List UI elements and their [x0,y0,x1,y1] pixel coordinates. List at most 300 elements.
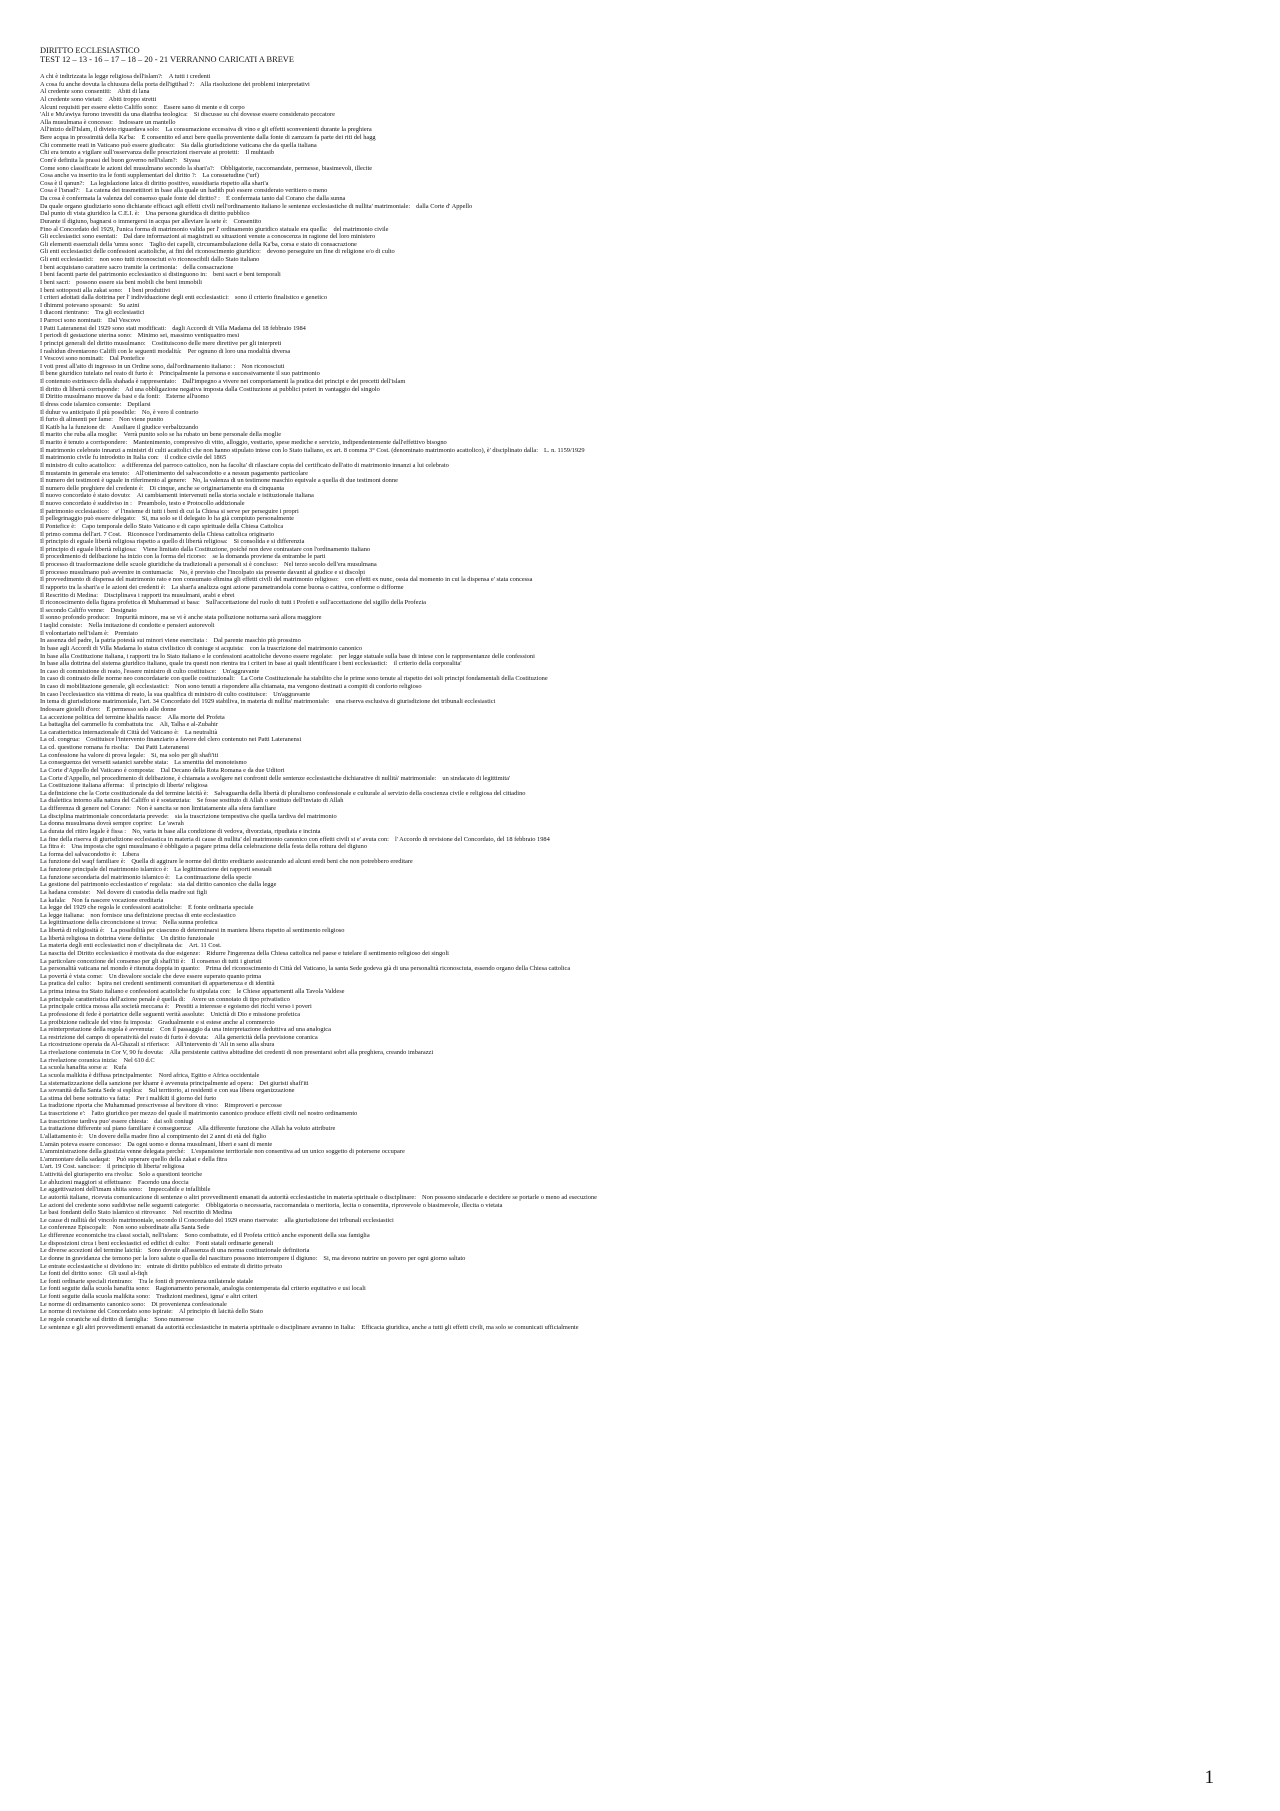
question-text: Com'è definita la prassi del buon governo nell'islam?: [40,156,178,164]
qa-row [40,416,1250,424]
answer-text: Ausiliare il giudice verbalizzando [111,423,199,431]
question-text: I periodi di gestazione uterina sono: [40,332,132,340]
question-text: La battaglia del cammello fu combattuta tra: [40,721,154,729]
qa-row [40,233,1250,241]
qa-row [40,721,1250,729]
question-text: In assenza del padre, la patria potestà sui minori viene esercitata : [40,637,208,645]
question-text: La particolare concezione del consenso per gli shafi'iti è: [40,957,186,965]
qa-row [40,889,1250,897]
answer-text: il principio di liberta' religiosa [106,1163,185,1171]
qa-row [40,309,1250,317]
answer-text: Premiato [114,629,138,637]
question-text: Il Katib ha la funzione di: [40,423,106,431]
answer-text: devono perseguire un fine di religione e/o di culto [266,248,395,256]
question-text: La conseguenza dei versetti satanici sarebbe stata: [40,759,169,767]
qa-row [40,942,1250,950]
answer-text: È fonte ordinaria speciale [187,904,254,912]
qa-row [40,729,1250,737]
answer-text: Efficacia giuridica, anche a tutti gli effetti civili, ma solo se comunicati ufficialmente [361,1323,579,1331]
answer-text: Se fosse sostituto di Allah o sostituto dell'inviato di Allah [196,797,344,805]
qa-row [40,325,1250,333]
question-text: La caratteristica internazionale di Città del Vaticano è: [40,728,179,736]
qa-row [40,187,1250,195]
answer-text: un sindacato di legittimita' [442,774,511,782]
question-text: La principale caratteristica dell'azione penale è quella di: [40,995,186,1003]
answer-text: Mantenimento, compresivo di vitto, alloggio, vestiario, spese mediche e servizio, indipendentemente dall'effettivo bisogno [133,439,447,446]
qa-row [40,1232,1250,1240]
question-text: Chi era tenuto a vigilare sull'osservanza delle prescrizioni riservate ai protetti: [40,149,240,157]
qa-row [40,1293,1250,1301]
qa-row [40,714,1250,722]
qa-row [40,653,1250,661]
question-text: La povertà è vista come: [40,972,103,980]
answer-text: Può superare quello della zakat e della fitra [116,1155,227,1163]
question-text: Il marito che ruba alla moglie: [40,431,118,439]
answer-text: Tra gli ecclesiastici [94,309,145,317]
answer-text: Non riconosciuti [241,362,285,370]
qa-row [40,767,1250,775]
answer-text: No, è previsto che l'incolpato sia presente davanti al giudice e si discolpi [179,568,366,576]
question-text: Dal punto di vista giuridico la C.E.I. è: [40,210,140,218]
answer-text: Sono combattute, ed il Profeta criticò anche esponenti della sua famiglia [184,1232,370,1239]
answer-text: Non sono subordinate alla Santa Sede [112,1224,210,1232]
qa-row [40,576,1250,584]
qa-row [40,1041,1250,1049]
qa-row [40,813,1250,821]
question-text: Le donne in gravidanza che temono per la loro salute o quella del nascituro possono interrompere il digiuno: [40,1254,318,1262]
answer-text: possono essere sia beni mobili che beni immobili [76,278,203,286]
question-text: Gli enti ecclesiastici delle confessioni acattoliche, ai fini del riconoscimento giuridico: [40,248,261,256]
qa-row [40,584,1250,592]
qa-row [40,454,1250,462]
question-text: La rivelazione coranica inizia: [40,1056,118,1064]
answer-text: Una persona giuridica di diritto pubblico [145,210,250,218]
qa-row [40,607,1250,615]
qa-row [40,538,1250,546]
qa-row [40,424,1250,432]
qa-row [40,836,1250,844]
qa-row [40,393,1250,401]
answer-text: non sono tutti riconosciuti e/o riconoscibili dallo Stato italiano [99,256,260,263]
qa-row [40,1026,1250,1034]
qa-row [40,866,1250,874]
question-text: La trattazione differente sul piano familiare è conseguenza: [40,1125,192,1133]
qa-row [40,996,1250,1004]
question-text: La fine della riserva di giurisdizione ecclesiastica in materia di cause di nullita' del matrimonio canonico con effetti civili si e' avuta con: [40,835,389,843]
answer-text: Solo a questioni teoriche [138,1171,203,1178]
question-text: Da quale organo giudiziario sono dichiarate efficaci agli effetti civili nell'ordinamento italiano le sentenze ecclesiastiche di nullita' matrimoniale: [40,202,411,210]
qa-row [40,172,1250,180]
question-text: Le regole coraniche sul diritto di famiglia: [40,1315,149,1323]
qa-row [40,294,1250,302]
qa-row [40,950,1250,958]
qa-row [40,820,1250,828]
question-text: I beni facenti parte del patrimonio ecclesiastico si distinguono in: [40,271,207,279]
answer-text: A tutti i credenti [168,73,211,80]
qa-row [40,241,1250,249]
answer-text: Depilarsi [127,400,151,408]
qa-row [40,1125,1250,1133]
question-text: Da cosa è confermata la valenza del consenso quale fonte del diritto? : [40,195,220,202]
answer-text: Preambolo, testo e Protocollo addizionale [137,500,245,507]
qa-row [40,500,1250,508]
question-text: Il Rescritto di Medina: [40,591,99,599]
question-text: Bere acqua in prossimità della Ka'ba: [40,134,136,141]
question-text: La stima del bene sottratto va fatta: [40,1094,131,1102]
qa-row [40,218,1250,226]
question-text: Le norme di ordinamento canonico sono: [40,1300,146,1308]
qa-row [40,980,1250,988]
qa-row [40,637,1250,645]
question-text: Le diverse accezioni del termine laicità: [40,1247,143,1255]
answer-text: Per i malikiti il giorno del furto [136,1094,217,1102]
answer-text: Disciplinava i rapporti tra musulmani, arabi e ebrei [104,591,235,599]
answer-text: Un dovere della madre fino al compimento dei 2 anni di età del figlio [88,1132,267,1140]
qa-row [40,569,1250,577]
answer-text: Il muhtasib [245,149,275,157]
question-text: Indossare gioielli d'oro: [40,705,101,713]
qa-row [40,302,1250,310]
question-text: La legittimazione della circoncisione si trova: [40,919,157,927]
question-text: La Corte d'Appello, nel procedimento di delibazione, è chiamata a svolgere nei confronti delle sentenze ecclesiastiche dichiarative di nullità' matrimoniale: [40,774,437,782]
question-text: La definizione che la Corte costituzionale da del termine laicità è: [40,789,209,797]
answer-text: alla giurisdizione dei tribunali ecclesiastici [284,1216,394,1224]
question-text: I beni sacri: [40,278,71,286]
qa-row [40,431,1250,439]
answer-text: Minimo sei, massimo ventiquattro mesi [137,332,240,340]
question-text: La nascita del Diritto ecclesiastico è motivata da due esigenze: [40,949,201,957]
qa-row [40,851,1250,859]
qa-row [40,1110,1250,1118]
question-text: Le norme di revisione del Concordato sono ispirate: [40,1308,173,1316]
question-text: La hadana consiste: [40,888,91,896]
question-text: Il secondo Califfo venne: [40,606,105,614]
answer-text: Prima del riconoscimento di Città del Vaticano, la santa Sede godeva già di una personalità riconosciuta, essendo organo della Chiesa cattolica [205,965,571,973]
qa-row [40,134,1250,142]
answer-text: Sul territorio, ai residenti e con sua libera organizzazione [148,1087,295,1095]
qa-row [40,370,1250,378]
answer-text: Un'aggravante [273,690,311,698]
question-text: L'art. 19 Cost. sancisce: [40,1163,101,1171]
question-text: Il contenuto estrinseco della shahada è rappresentato: [40,378,177,385]
question-text: Il principio di eguale libertà religiosa rispetto a quello di libertà religiosa: [40,538,228,546]
answer-text: Nel 610 d.C [123,1056,155,1064]
answer-text: Principalmente la persona e successivamente il suo patrimonio [159,370,320,378]
question-text: Il principio di eguale libertà religiosa: [40,545,137,553]
answer-text: entrate di diritto pubblico ed entrate di diritto privato [146,1262,283,1270]
qa-row [40,1202,1250,1210]
answer-text: beni sacri e beni temporali [213,271,281,279]
answer-text: Obbligatoria o necessaria, raccomandata o meritoria, lecita o consentita, riprovevole o biasimevole, illecita o vietata [205,1201,503,1209]
answer-text: Unicità di Dio e missione profetica [210,1010,301,1018]
answer-text: Viene limitato dalla Costituzione, poiché non deve contrastare con l'ordinamento italiano [142,545,371,553]
question-text: Il sonno profondo produce: [40,614,110,622]
question-text: La kafala: [40,896,66,904]
qa-row [40,553,1250,561]
qa-row [40,744,1250,752]
question-text: A cosa fu anche dovuta la chiusura della porta dell'igtihad ?: [40,80,195,88]
answer-text: Si discusse su chi dovesse essere considerato peccatore [193,111,335,119]
question-text: Il Pontefice è: [40,522,76,530]
answer-text: No, varia in base alla condizione di vedova, divorziata, ripudiata e incinta [132,827,321,835]
qa-row [40,759,1250,767]
question-text: Cosa è il qanun?: [40,179,85,187]
question-text: La libertà religiosa in dottrina viene definita: [40,934,155,942]
question-text: Al credente sono vietati: [40,95,103,103]
qa-row [40,180,1250,188]
question-text: Fino al Concordato del 1929, l'unica forma di matrimonio valida per l' ordinamento giuridico statuale era quella: [40,225,328,233]
qa-row [40,1156,1250,1164]
answer-text: Nord africa, Egitto e Africa occidentale [158,1071,260,1079]
answer-text: Dei giuristi shafi'iti [259,1079,309,1087]
document-title: DIRITTO ECCLESIASTICO [40,46,140,55]
question-text: Le fonti seguite dalla scuola malikita sono: [40,1293,151,1300]
qa-row [40,1080,1250,1088]
question-text: In caso di contrasto delle norme neo concordatarie con quelle costituzionali: [40,675,235,683]
qa-row [40,149,1250,157]
question-text: La pratica del culto: [40,980,92,988]
question-text: La Costituzione italiana afferma: [40,782,125,790]
answer-text: La possibilità per ciascuno di determinarsi in maniera libera rispetto al sentimento religioso [110,927,345,934]
qa-row [40,264,1250,272]
answer-text: Esterne all'uomo [165,393,209,401]
question-text: Cosa anche va inserito tra le fonti supplementari del diritto ?: [40,172,197,180]
qa-row [40,1217,1250,1225]
qa-row [40,797,1250,805]
qa-row [40,1263,1250,1271]
qa-row [40,348,1250,356]
question-text: La rivelazione contenuta in Cor V, 90 fu dovuta: [40,1049,164,1056]
question-text: Gli ecclesiastici sono esentati: [40,233,118,241]
question-text: L'ammontare della sadaqat: [40,1155,111,1163]
question-text: Il dress code islamico consente: [40,400,122,408]
question-text: Il pellegrinaggio può essere delegato: [40,515,136,523]
qa-row [40,660,1250,668]
answer-text: All'ottenimento del salvacondotto e a nessun pagamento particolare [135,469,309,477]
answer-text: Essere sano di mente e di corpo [163,103,245,111]
qa-row [40,203,1250,211]
question-text: La reinterpretazione della regola è avvenuta: [40,1026,155,1034]
question-text: Il diritto di libertà corrisponde: [40,385,120,393]
question-text: La funzione secondaria del matrimonio islamico è: [40,873,170,881]
qa-row [40,88,1250,96]
qa-row [40,1179,1250,1187]
answer-text: Si, ma solo se il delegato lo ha già compiuto personalmente [141,515,294,523]
answer-text: Alla persistente cattiva abitudine dei credenti di non presentarsi sobri alla preghiera, creando imbarazzi [169,1049,434,1056]
question-text: La donna musulmana dovrà sempre coprire: [40,820,153,828]
answer-text: Facendo una doccia [137,1178,189,1186]
question-text: Il Diritto musulmano muove da basi e da fonti: [40,393,160,401]
question-text: La differenza di genere nel Corano: [40,805,131,812]
question-text: La confessione ha valore di prova legale: [40,751,146,759]
qa-row [40,409,1250,417]
question-text: Le autorità italiane, ricevuta comunicazione di sentenze o altri provvedimenti emanati da autorità ecclesiastiche in materia spirituale o disciplinare: [40,1193,417,1201]
answer-text: Da ogni uomo e donna musulmani, liberi e sani di mente [127,1140,273,1148]
qa-row [40,1064,1250,1072]
question-text: Il numero delle preghiere del credente è: [40,484,144,492]
question-text: Il primo comma dell'art. 7 Cost. [40,530,122,538]
qa-row [40,1087,1250,1095]
question-text: Le basi fondanti dello Stato islamico si ritrovano: [40,1209,167,1217]
question-text: Il matrimonio civile fu introdotto in Italia con: [40,454,159,462]
qa-row [40,1278,1250,1286]
answer-text: le Chiese appartenenti alla Tavola Valdese [236,988,345,995]
question-text: Il ministro di culto acattolico: [40,461,116,469]
question-text: Le conferenze Episcopali: [40,1224,107,1232]
answer-text: Alla differente funzione che Allah ha voluto attribuire [197,1125,336,1133]
question-text: Le fonti ordinarie speciali rientrano: [40,1277,133,1285]
answer-text: Abiti di lana [117,88,150,96]
answer-text: Dall'impegno a vivere nei comportamenti la pratica dei principi e dei precetti dell'islam [182,378,406,385]
question-text: La prima intesa tra Stato italiano e confessioni acattoliche fu stipulata con: [40,988,231,995]
question-text: La principale critica mossa alla società meccana è: [40,1003,170,1011]
qa-row [40,683,1250,691]
qa-row [40,1255,1250,1263]
answer-text: Tra le fonti di provenienza unilaterale statale [138,1277,254,1285]
qa-row [40,1011,1250,1019]
qa-row [40,561,1250,569]
qa-row [40,523,1250,531]
question-text: La libertà di religiosità è: [40,927,105,934]
answer-text: dai soli coniugi [154,1117,194,1125]
question-text: Cosa è l'isnad?: [40,187,80,195]
answer-text: Alla genericità della previsione coranica [214,1033,318,1041]
answer-text: Designato [110,606,137,614]
qa-row [40,195,1250,203]
question-text: Il duhur va anticipato il più possibile: [40,408,136,416]
question-text: I taqlid consiste: [40,622,83,629]
question-text: In tema di giurisdizione matrimoniale, l'art. 34 Concordato del 1929 stabiliva, in materia di nullita' matrimoniale: [40,698,330,706]
question-text: Alla musulmana è concesso: [40,118,113,126]
answer-text: Fonti statali ordinarie generali [195,1239,274,1247]
answer-text: I beni produttivi [128,286,171,294]
qa-row [40,104,1250,112]
qa-row [40,1141,1250,1149]
answer-text: Sia dalla giurisdizione vaticana che da quella italiana [180,141,317,149]
qa-row [40,958,1250,966]
answer-text: Prestiti a interesse e egoismo dei ricchi verso i poveri [175,1003,312,1011]
answer-text: e' l'insieme di tutti i beni di cui la Chiesa si serve per perseguire i propri [115,507,299,515]
qa-row [40,271,1250,279]
answer-text: La neutralità [184,728,218,736]
question-text: Le azioni del credente sono suddivise nelle seguenti categorie: [40,1201,200,1209]
answer-text: Non possono sindacarle e decidere se portarle o meno ad esecuzione [422,1193,597,1201]
qa-row [40,142,1250,150]
qa-row [40,843,1250,851]
question-text: Le cause di nullità del vincolo matrimoniale, secondo il Concordato del 1929 erano riservate: [40,1216,279,1224]
qa-row [40,165,1250,173]
question-text: La cd. congrua: [40,736,80,744]
qa-row [40,81,1250,89]
question-text: I principi generali del diritto musulmano: [40,339,146,347]
question-text: In caso di commistione di reato, l'essere ministro di culto costituisce: [40,667,217,675]
question-text: La accezione politica del termine khalifa nasce: [40,713,162,721]
question-text: Il provvedimento di dispensa del matrimonio rato e non consumato elimina gli effetti civili del matrimonio religioso: [40,576,339,584]
qa-row [40,111,1250,119]
answer-text: Nella sunna profetica [162,919,218,927]
qa-row [40,119,1250,127]
answer-text: Gradualmente e si estese anche al commercio [158,1018,275,1026]
qa-row [40,599,1250,607]
question-text: L'attività del giurisperito era rivolta: [40,1171,133,1178]
answer-text: della consacrazione [183,263,234,271]
question-text: La proibizione radicale del vino fu imposta: [40,1018,153,1026]
answer-text: Ragionamento personale, analogia contemperata dal criterio equitativo e usi locali [155,1285,366,1293]
question-text: Al credente sono consentiti: [40,88,112,96]
qa-row [40,1247,1250,1255]
question-text: Il processo di trasformazione delle scuole giuridiche da tradizionali a personali si è concluso: [40,561,278,568]
answer-text: L'espansione territoriale non consentiva ad un unico soggetto di potersene occupare [191,1148,405,1156]
qa-row [40,439,1250,447]
question-text: La forma del salvacondotto è: [40,850,117,858]
qa-row [40,1171,1250,1179]
question-text: In base agli Accordi di Villa Madama lo status civilistico di coniuge si acquista: [40,644,244,652]
qa-row [40,988,1250,996]
qa-row [40,881,1250,889]
question-text: La restrizione del campo di operatività del reato di furto è dovuta: [40,1033,209,1041]
qa-row [40,790,1250,798]
qa-row [40,508,1250,516]
question-text: Il nuovo concordato è stato dovuto: [40,492,131,500]
answer-text: Il consenso di tutti i giuristi [191,957,262,965]
qa-row [40,546,1250,554]
question-text: La tradizione riporta che Muhammad prescrivesse al bevitore di vino: [40,1102,219,1110]
qa-row [40,1148,1250,1156]
question-text: Il marito è tenuto a corrispondere: [40,439,128,446]
question-text: Le disposizioni circa i beni ecclesiastici ed edifici di culto: [40,1239,190,1247]
qa-row [40,515,1250,523]
qa-row [40,904,1250,912]
question-text: La cd. questione romana fu risolta: [40,744,130,751]
answer-text: Capo temporale dello Stato Vaticano e di capo spirituale della Chiesa Cattolica [81,522,284,530]
question-text: Durante il digiuno, bagnarsi o immergersi in acqua per alleviare la sete è: [40,217,228,225]
answer-text: Riconosce l'ordinamento della Chiesa cattolica originario [127,530,275,538]
answer-text: Non fa nascere vocazione ereditaria [71,896,164,904]
question-text: La funzione del waqf familiare è: [40,858,126,866]
question-text: L'amān poteva essere concesso: [40,1140,122,1148]
qa-row [40,462,1250,470]
qa-row [40,226,1250,234]
qa-row [40,126,1250,134]
question-text: L'amministrazione della giustizia venne delegata perché: [40,1148,186,1156]
qa-row [40,73,1250,81]
question-text: Il processo musulmano può avvenire in contumacia: [40,568,174,576]
question-text: Il procedimento di delibazione ha inizio con la forma del ricorso: [40,553,207,561]
answer-text: Si, ma solo per gli shafi'iti [151,751,219,759]
qa-row [40,248,1250,256]
qa-row [40,912,1250,920]
qa-row [40,1102,1250,1110]
question-text: La fitra è: [40,843,66,851]
answer-text: Su azini [118,301,140,309]
qa-row [40,1186,1250,1194]
answer-text: Gli usul al-fiqh [108,1270,148,1278]
qa-row [40,1019,1250,1027]
qa-row [40,675,1250,683]
qa-row [40,470,1250,478]
answer-text: Sono dovute all'assenza di una norma costituzionale definitoria [148,1247,310,1255]
answer-text: il principio di liberta' religiosa [130,782,208,790]
answer-text: Obbligatorie, raccomandate, permesse, biasimevoli, illecite [220,164,373,172]
answer-text: Un'aggravante [222,667,260,675]
qa-row [40,775,1250,783]
answer-text: Dal parente maschio più prossimo [213,637,301,645]
answer-text: Impeccabile e infallibile [148,1186,211,1194]
question-text: All'inizio dell'Islam, il divieto riguardava solo: [40,126,160,134]
question-text: 'Ali e Mu'awiya furono investiti da una diatriba teologica: [40,111,188,119]
qa-row [40,332,1250,340]
answer-text: Dai Patti Lateranensi [135,744,190,751]
